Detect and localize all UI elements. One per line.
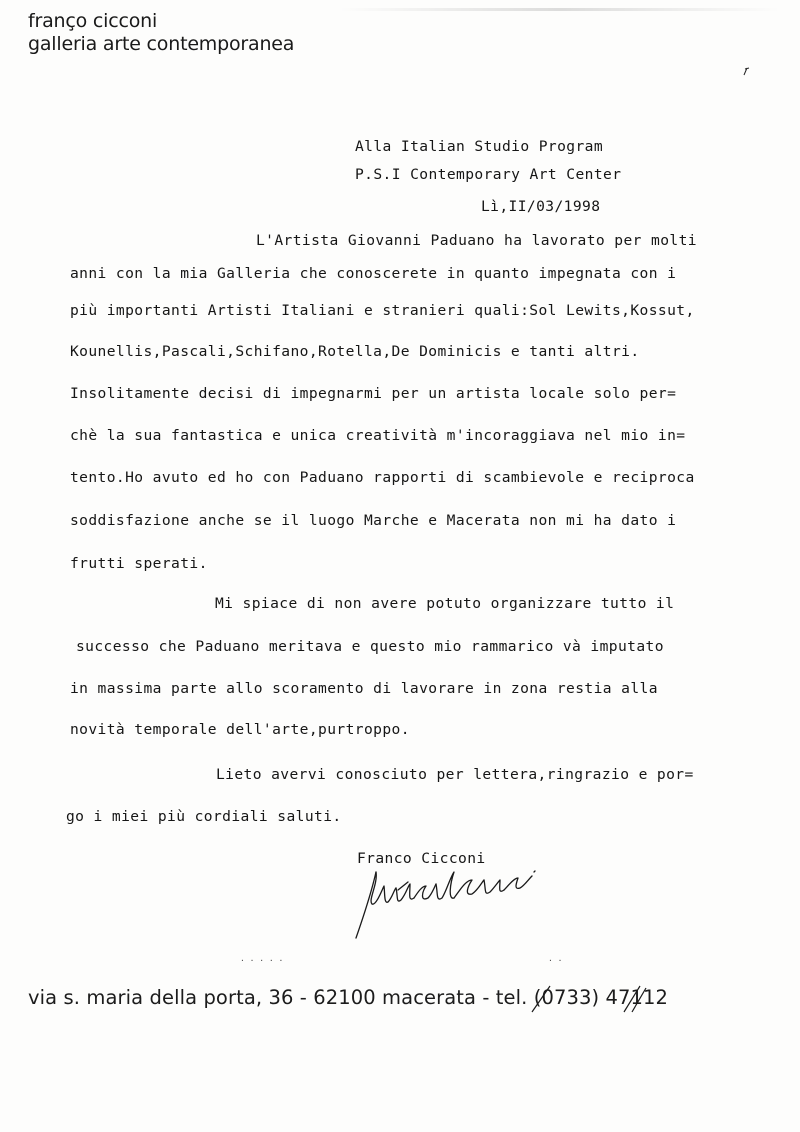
footer-address-text: via s. maria della porta, 36 - 62100 macerata - tel. — [28, 986, 528, 1009]
body-line: chè la sua fantastica e unica creatività m'incoraggiava nel mio in= — [70, 427, 686, 444]
body-line: più importanti Artisti Italiani e stranieri quali:Sol Lewits,Kossut, — [70, 302, 695, 319]
body-line: frutti sperati. — [70, 555, 208, 572]
letterhead-name: franço cicconi — [28, 10, 158, 32]
recipient-line-2: P.S.I Contemporary Art Center — [355, 166, 622, 183]
body-line: Kounellis,Pascali,Schifano,Rotella,De Dominicis e tanti altri. — [70, 343, 640, 360]
signer-name: Franco Cicconi — [357, 850, 486, 867]
body-line: Mi spiace di non avere potuto organizzare tutto il — [215, 595, 675, 612]
body-line: in massima parte allo scoramento di lavorare in zona restia alla — [70, 680, 658, 697]
body-line: Lieto avervi conosciuto per lettera,ringrazio e por= — [216, 766, 694, 783]
body-line: Insolitamente decisi di impegnarmi per un artista locale solo per= — [70, 385, 677, 402]
body-line: tento.Ho avuto ed ho con Paduano rapporti di scambievole e reciproca — [70, 469, 695, 486]
letterhead-gallery: galleria arte contemporanea — [28, 33, 295, 55]
body-line: soddisfazione anche se il luogo Marche e Macerata non mi ha dato i — [70, 512, 677, 529]
handwritten-signature — [338, 860, 568, 950]
body-line: go i miei più cordiali saluti. — [66, 808, 342, 825]
pen-tick-mark — [742, 66, 750, 76]
phone-strikethrough — [520, 978, 710, 1018]
scan-edge-mark — [340, 8, 780, 11]
body-line: successo che Paduano meritava e questo mio rammarico và imputato — [76, 638, 664, 655]
footer-phone: (0733) 47112 — [533, 986, 669, 1009]
letterhead — [28, 10, 294, 56]
body-line: novità temporale dell'arte,purtroppo. — [70, 721, 410, 738]
smudge-dots: · · — [548, 956, 563, 965]
body-line: anni con la mia Galleria che conoscerete in quanto impegnata con i — [70, 265, 677, 282]
letter-date: Lì,II/03/1998 — [481, 198, 601, 215]
smudge-dots: · · · · · — [240, 956, 284, 965]
body-line: L'Artista Giovanni Paduano ha lavorato per molti — [256, 232, 697, 249]
recipient-line-1: Alla Italian Studio Program — [355, 138, 604, 155]
